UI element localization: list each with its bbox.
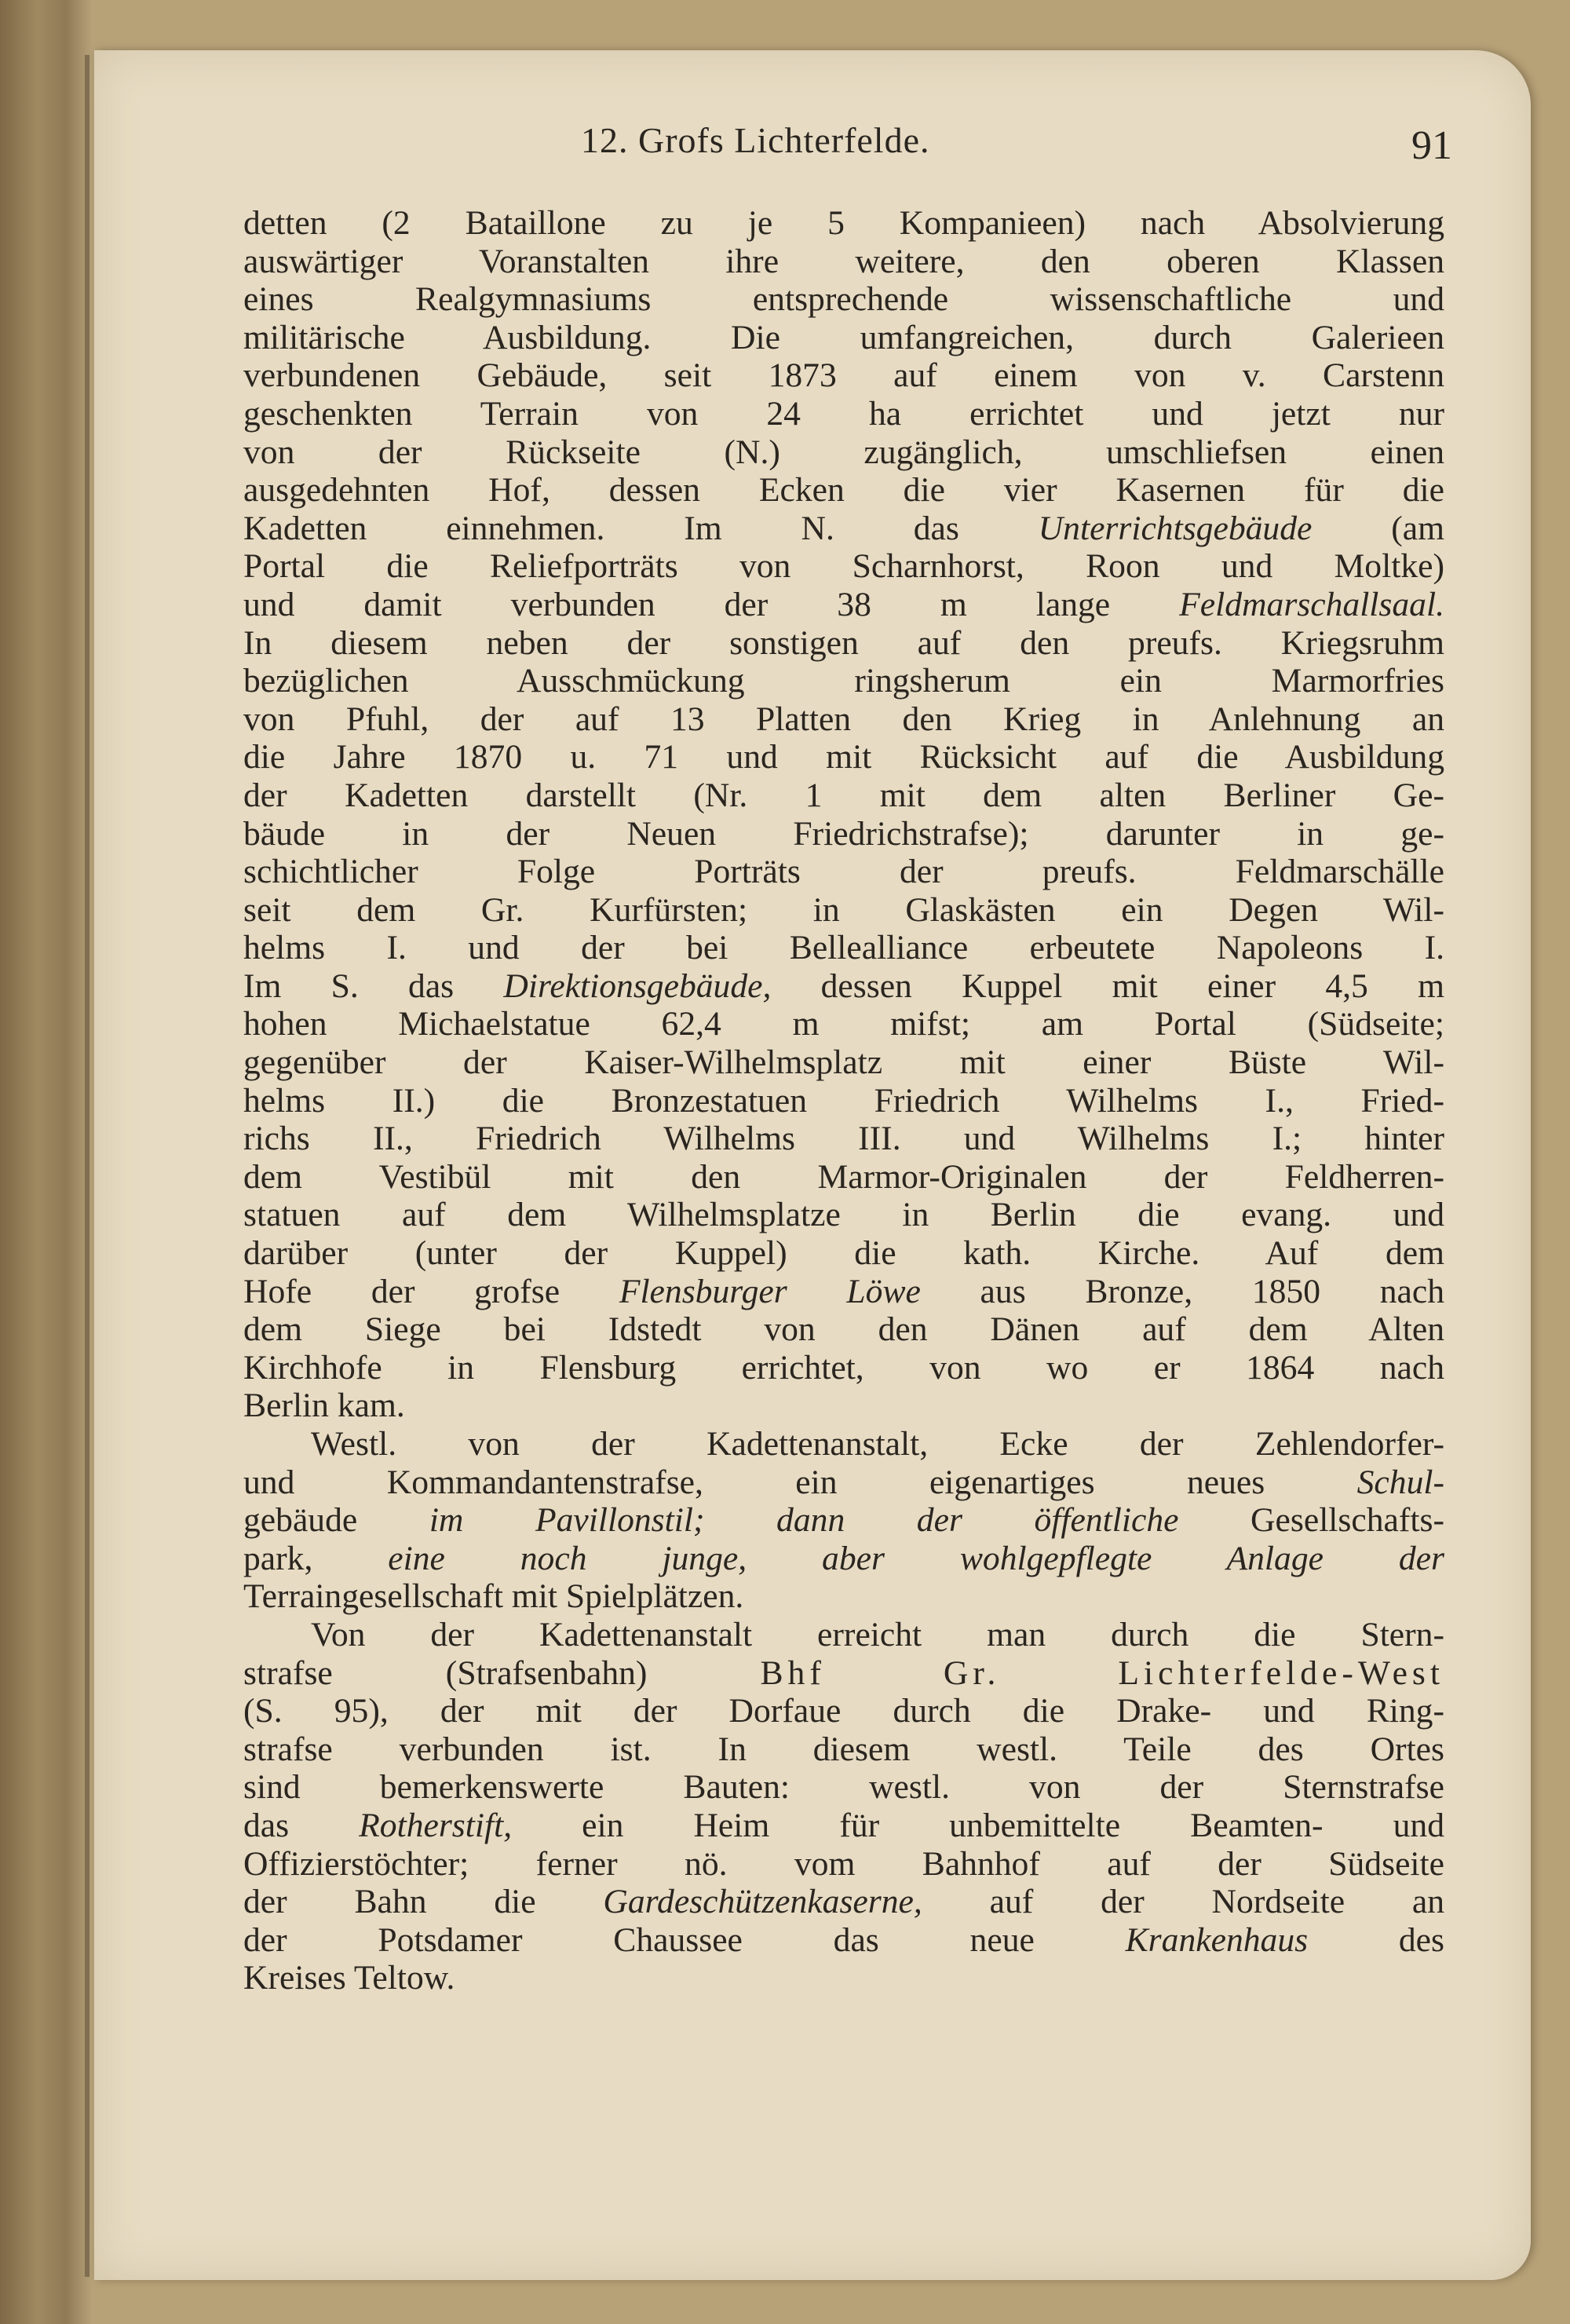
text-run: auf der Nordseite an bbox=[922, 1883, 1445, 1921]
book-page bbox=[94, 50, 1531, 2280]
text-line bbox=[243, 1577, 1444, 1616]
italic-term: eine noch junge, aber wohlgepflegte Anlage der bbox=[312, 1539, 1444, 1577]
text-line bbox=[243, 433, 1444, 472]
text-line bbox=[243, 1005, 1444, 1043]
text-run: ausgedehnten Hof, dessen Ecken die vier Kasernen für die bbox=[243, 471, 1444, 510]
text-line bbox=[243, 243, 1444, 281]
text-run: hohen Michaelstatue 62,4 m mifst; am Portal (Südseite; bbox=[243, 1005, 1444, 1043]
text-run: (S. 95), der mit der Dorfaue durch die Drake- und Ring- bbox=[243, 1692, 1444, 1730]
text-line bbox=[243, 776, 1444, 815]
text-run: dem Vestibül mit den Marmor-Originalen der Feldherren- bbox=[243, 1157, 1444, 1196]
text-run: Kirchhofe in Flensburg errichtet, von wo er 1864 nach bbox=[243, 1348, 1444, 1387]
text-line bbox=[243, 1310, 1444, 1349]
text-line bbox=[243, 662, 1444, 700]
text-line bbox=[243, 1234, 1444, 1273]
text-line bbox=[243, 853, 1444, 891]
text-run: der Kadetten darstellt (Nr. 1 mit dem alten Berliner Ge- bbox=[243, 776, 1444, 814]
text-run: strafse (Strafsenbahn) bbox=[243, 1653, 761, 1692]
text-run: darüber (unter der Kuppel) die kath. Kirche. Auf dem bbox=[243, 1234, 1444, 1273]
text-run: schichtlicher Folge Porträts der preufs. Feldmarschälle bbox=[243, 853, 1444, 891]
text-line bbox=[243, 1425, 1444, 1463]
text-run: gebäude bbox=[243, 1501, 358, 1540]
italic-term: Unterrichtsgebäude bbox=[1038, 509, 1313, 547]
text-run: (am bbox=[1312, 509, 1444, 547]
italic-term: Flensburger Löwe bbox=[619, 1272, 921, 1310]
text-run: helms I. und der bei Bellealliance erbeutete Napoleons I. bbox=[243, 929, 1444, 967]
text-run: Terraingesellschaft mit Spielplätzen. bbox=[243, 1577, 744, 1616]
text-line bbox=[243, 547, 1444, 586]
text-line bbox=[243, 471, 1444, 510]
text-line bbox=[243, 929, 1444, 967]
paragraph bbox=[243, 204, 1444, 1425]
text-line bbox=[243, 1082, 1444, 1120]
text-line bbox=[243, 1616, 1444, 1654]
text-line bbox=[243, 1120, 1444, 1158]
text-run: Von der Kadettenanstalt erreicht man durch die Stern- bbox=[311, 1615, 1444, 1653]
text-run: strafse verbunden ist. In diesem westl. Teile des Ortes bbox=[243, 1730, 1444, 1768]
text-line bbox=[243, 1349, 1444, 1387]
text-run: Offizierstöchter; ferner nö. vom Bahnhof auf der Südseite bbox=[243, 1844, 1444, 1883]
running-header bbox=[581, 119, 1452, 182]
text-run: detten (2 Bataillone zu je 5 Kompanieen) nach Absolvierung bbox=[243, 204, 1444, 242]
text-run: eines Realgymnasiums entsprechende wissenschaftliche und bbox=[243, 280, 1444, 319]
text-line bbox=[243, 1654, 1444, 1693]
text-line bbox=[243, 1158, 1444, 1197]
text-line bbox=[243, 1730, 1444, 1769]
paragraph bbox=[243, 1425, 1444, 1616]
text-line bbox=[243, 1883, 1444, 1921]
text-line bbox=[243, 815, 1444, 853]
text-run: auswärtiger Voranstalten ihre weitere, den oberen Klassen bbox=[243, 242, 1444, 280]
text-run: dessen Kuppel mit einer 4,5 m bbox=[771, 967, 1444, 1005]
body-text bbox=[243, 204, 1444, 1997]
text-line bbox=[243, 1807, 1444, 1845]
text-line bbox=[243, 1273, 1444, 1311]
text-line bbox=[243, 356, 1444, 395]
text-line bbox=[243, 204, 1444, 243]
text-run: das bbox=[243, 1806, 360, 1844]
text-line bbox=[243, 1692, 1444, 1730]
text-run: von der Rückseite (N.) zugänglich, umschliefsen einen bbox=[243, 433, 1444, 471]
italic-term: Gardeschützenkaserne, bbox=[603, 1883, 922, 1921]
text-run: geschenkten Terrain von 24 ha errichtet und jetzt nur bbox=[243, 394, 1444, 433]
text-run: ein Heim für unbemittelte Beamten- und bbox=[512, 1806, 1444, 1844]
chapter-title: 12. Grofs Lichterfelde. bbox=[581, 120, 930, 160]
text-run: aus Bronze, 1850 nach bbox=[920, 1272, 1444, 1310]
text-run: militärische Ausbildung. Die umfangreichen, durch Galerieen bbox=[243, 318, 1444, 356]
text-line bbox=[243, 1463, 1444, 1502]
text-run: der Potsdamer Chaussee das neue bbox=[243, 1920, 1126, 1959]
text-line bbox=[243, 1921, 1444, 1960]
text-line bbox=[243, 319, 1444, 357]
text-run: des bbox=[1308, 1920, 1444, 1959]
text-run: und Kommandantenstrafse, ein eigenartiges neues bbox=[243, 1463, 1357, 1501]
text-line bbox=[243, 1501, 1444, 1540]
text-line bbox=[243, 624, 1444, 663]
text-line bbox=[243, 1768, 1444, 1807]
gutter-shadow bbox=[85, 55, 89, 2277]
italic-term: Rotherstift, bbox=[359, 1806, 513, 1844]
text-run: seit dem Gr. Kurfürsten; in Glaskästen ein Degen Wil- bbox=[243, 890, 1444, 929]
text-run: von Pfuhl, der auf 13 Platten den Krieg in Anlehnung an bbox=[243, 700, 1444, 738]
text-run: Kreises Teltow. bbox=[243, 1959, 455, 1997]
text-run: verbundenen Gebäude, seit 1873 auf einem von v. Carstenn bbox=[243, 356, 1444, 395]
italic-term: Schul- bbox=[1356, 1463, 1444, 1501]
italic-term: Feldmarschallsaal. bbox=[1179, 585, 1444, 623]
paragraph bbox=[243, 1616, 1444, 1997]
text-run: Portal die Reliefporträts von Scharnhorst, Roon und Moltke) bbox=[243, 547, 1444, 586]
text-line bbox=[243, 510, 1444, 548]
text-run: Westl. von der Kadettenanstalt, Ecke der Zehlendorfer- bbox=[311, 1425, 1444, 1463]
text-run: und damit verbunden der 38 m lange bbox=[243, 585, 1180, 623]
text-line bbox=[243, 1959, 1444, 1997]
text-run: Kadetten einnehmen. Im N. das bbox=[243, 509, 1039, 547]
text-line bbox=[243, 395, 1444, 433]
text-line bbox=[243, 1845, 1444, 1884]
text-line bbox=[243, 738, 1444, 776]
text-line bbox=[243, 891, 1444, 930]
italic-term: Krankenhaus bbox=[1125, 1920, 1309, 1959]
spaced-station-name: Bhf Gr. Lichterfelde-West bbox=[760, 1653, 1444, 1692]
text-run: richs II., Friedrich Wilhelms III. und Wilhelms I.; hinter bbox=[243, 1120, 1444, 1158]
text-run: Im S. das bbox=[243, 967, 504, 1005]
text-run: die Jahre 1870 u. 71 und mit Rücksicht auf die Ausbildung bbox=[243, 738, 1444, 776]
text-run: In diesem neben der sonstigen auf den preufs. Kriegsruhm bbox=[243, 623, 1444, 662]
italic-term: Direktionsgebäude, bbox=[503, 967, 772, 1005]
text-line bbox=[243, 1540, 1444, 1578]
text-line bbox=[243, 1387, 1444, 1425]
text-line bbox=[243, 1043, 1444, 1082]
text-run: dem Siege bei Idstedt von den Dänen auf dem Alten bbox=[243, 1310, 1444, 1349]
text-line bbox=[243, 700, 1444, 739]
text-line bbox=[243, 280, 1444, 319]
text-run: Hofe der grofse bbox=[243, 1272, 619, 1310]
text-run: der Bahn die bbox=[243, 1883, 604, 1921]
text-line bbox=[243, 967, 1444, 1006]
text-run: gegenüber der Kaiser-Wilhelmsplatz mit einer Büste Wil- bbox=[243, 1043, 1444, 1082]
text-line bbox=[243, 586, 1444, 624]
text-run: statuen auf dem Wilhelmsplatze in Berlin die evang. und bbox=[243, 1196, 1444, 1234]
text-line bbox=[243, 1196, 1444, 1234]
text-run: sind bemerkenswerte Bauten: westl. von der Sternstrafse bbox=[243, 1768, 1444, 1807]
text-run: bezüglichen Ausschmückung ringsherum ein Marmorfries bbox=[243, 662, 1444, 700]
text-run: Gesellschafts- bbox=[1251, 1501, 1444, 1540]
book-binding-edge bbox=[0, 0, 94, 2324]
italic-term: im Pavillonstil; dann der öffentliche bbox=[357, 1501, 1251, 1540]
text-run: helms II.) die Bronzestatuen Friedrich Wilhelms I., Fried- bbox=[243, 1081, 1444, 1120]
page-number: 91 bbox=[1411, 123, 1452, 168]
text-run: bäude in der Neuen Friedrichstrafse); darunter in ge- bbox=[243, 814, 1444, 853]
text-run: Berlin kam. bbox=[243, 1387, 405, 1425]
text-run: park, bbox=[243, 1539, 313, 1577]
